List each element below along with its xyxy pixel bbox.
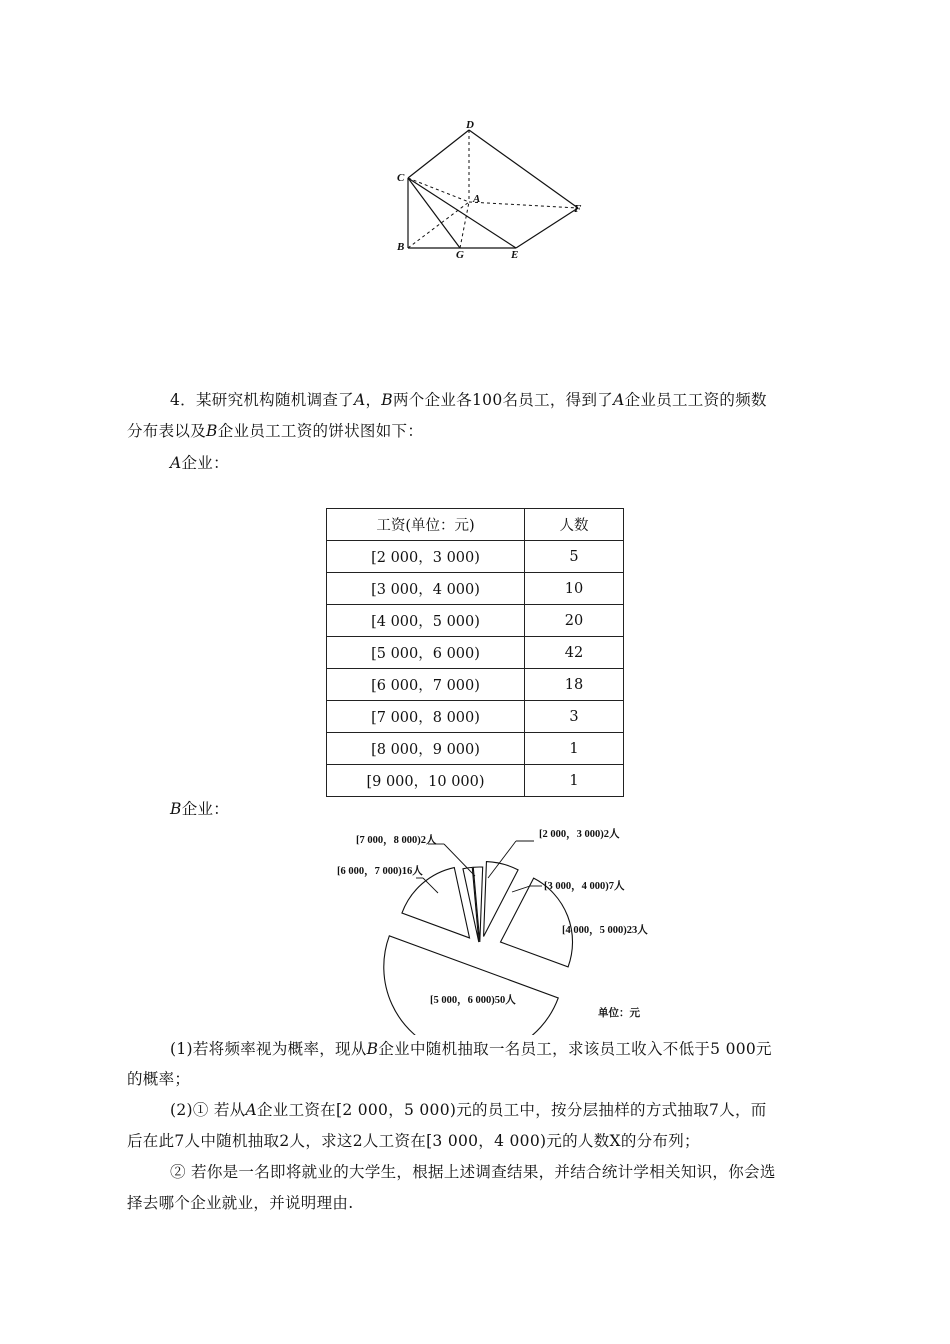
chart-unit-note: 单位：元	[598, 1008, 640, 1019]
cell-count: 1	[525, 765, 624, 797]
label-C: C	[397, 172, 405, 184]
cell-range: [2 000，3 000)	[327, 541, 525, 573]
intro-text: 某研究机构随机调查了	[195, 391, 354, 409]
cell-count: 3	[525, 701, 624, 733]
intro-line2-a: 分布表以及	[127, 422, 207, 440]
company-a-ref: A	[170, 454, 182, 472]
company-b-ref: B	[170, 800, 182, 818]
question-2-cont	[127, 1126, 827, 1157]
cell-range: [6 000，7 000)	[327, 669, 525, 701]
company-a-ref: A	[245, 1101, 257, 1119]
company-b-ref: B	[366, 1040, 379, 1058]
question-1	[170, 1034, 830, 1065]
cell-count: 18	[525, 669, 624, 701]
header-count: 人数	[525, 509, 624, 541]
table-row	[327, 669, 624, 701]
cell-count: 10	[525, 573, 624, 605]
problem-number: 4．	[170, 391, 196, 409]
intro-text-rest: 两个企业各100名员工，得到了	[393, 391, 614, 409]
question-2	[170, 1095, 830, 1126]
cell-range: [3 000，4 000)	[327, 573, 525, 605]
slice-label-4000-5000: [4 000，5 000)23人	[562, 925, 648, 936]
label-F: F	[574, 203, 582, 215]
cell-count: 42	[525, 637, 624, 669]
question-2-part2-cont	[127, 1188, 767, 1219]
q2-d: ② 若你是一名即将就业的大学生，根据上述调查结果，并结合统计学相关知识，你会选	[170, 1163, 776, 1181]
table-row	[327, 573, 624, 605]
pie-chart	[320, 820, 660, 1035]
frequency-table	[326, 508, 624, 797]
table-row	[327, 637, 624, 669]
cell-range: [8 000，9 000)	[327, 733, 525, 765]
slice-label-3000-4000: [3 000，4 000)7人	[544, 881, 625, 892]
comma: ，	[365, 391, 382, 409]
label-G: G	[456, 249, 464, 261]
q2-a: (2)① 若从	[170, 1101, 246, 1119]
intro-text-tail: 企业员工工资的频数	[624, 391, 767, 409]
table-row	[327, 541, 624, 573]
q2-e: 择去哪个企业就业，并说明理由.	[127, 1194, 354, 1212]
slice-label-2000-3000: [2 000，3 000)2人	[539, 829, 620, 840]
cell-range: [7 000，8 000)	[327, 701, 525, 733]
a-company-text: 企业：	[181, 454, 229, 472]
cell-range: [5 000，6 000)	[327, 637, 525, 669]
problem-intro	[168, 385, 818, 416]
q1-c: 的概率；	[127, 1070, 191, 1088]
label-A: A	[473, 193, 481, 205]
slice-label-5000-6000: [5 000，6 000)50人	[430, 995, 516, 1006]
company-a-ref: A	[613, 391, 625, 409]
cell-count: 20	[525, 605, 624, 637]
q1-b: 企业中随机抽取一名员工，求该员工收入不低于5 000元	[378, 1040, 772, 1058]
intro-line2-b: 企业员工工资的饼状图如下：	[217, 422, 424, 440]
problem-intro-line2	[127, 416, 827, 447]
company-a-ref: A	[353, 391, 366, 409]
cell-count: 1	[525, 733, 624, 765]
table-row	[327, 605, 624, 637]
table-row	[327, 733, 624, 765]
table-row	[327, 765, 624, 797]
cell-count: 5	[525, 541, 624, 573]
geometry-figure	[390, 118, 590, 263]
slice-label-6000-7000: [6 000，7 000)16人	[337, 866, 423, 877]
question-1-cont	[127, 1064, 767, 1095]
b-company-text: 企业：	[181, 800, 230, 818]
table-header-row	[327, 509, 624, 541]
q2-c: 后在此7人中随机抽取2人，求这2人工资在[3 000，4 000)元的人数X的分布列；	[127, 1132, 700, 1150]
q2-b: 企业工资在[2 000，5 000)元的员工中，按分层抽样的方式抽取7人，而	[256, 1101, 767, 1119]
label-D: D	[466, 119, 474, 131]
slice-6000-7000	[402, 868, 470, 938]
question-2-part2	[170, 1157, 830, 1188]
company-b-ref: B	[206, 422, 218, 440]
header-salary: 工资(单位：元)	[327, 509, 525, 541]
cell-range: [4 000，5 000)	[327, 605, 525, 637]
company-b-ref: B	[381, 391, 393, 409]
slice-label-7000-8000: [7 000，8 000)2人	[356, 835, 437, 846]
cell-range: [9 000，10 000)	[327, 765, 525, 797]
q1-a: (1)若将频率视为概率，现从	[170, 1040, 367, 1058]
a-company-label	[170, 448, 810, 479]
label-B: B	[397, 241, 405, 253]
label-E: E	[511, 249, 519, 261]
table-row	[327, 701, 624, 733]
